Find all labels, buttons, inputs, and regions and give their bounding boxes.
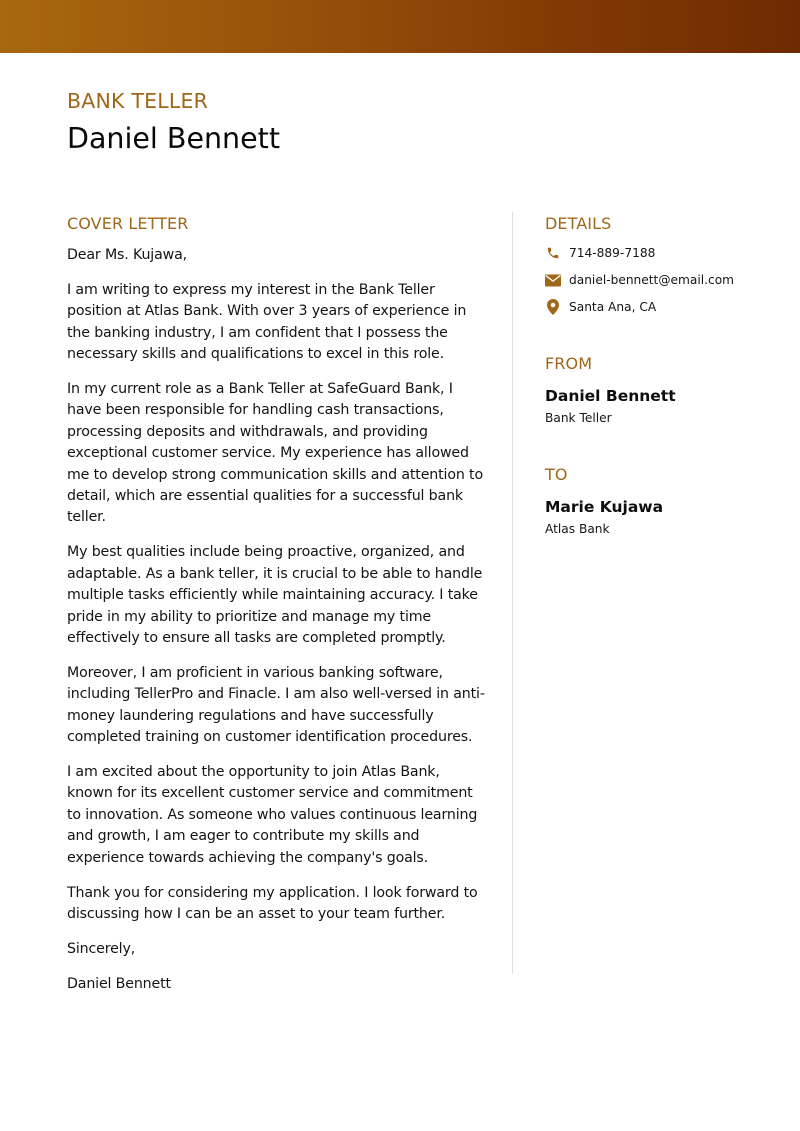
cover-letter-heading: COVER LETTER	[67, 214, 189, 233]
page-header	[67, 88, 280, 158]
from-heading: FROM	[545, 354, 593, 373]
envelope-icon	[545, 272, 561, 288]
email-address: daniel-bennett@email.com	[569, 273, 735, 287]
from-title: Bank Teller	[545, 411, 612, 425]
letter-body	[67, 245, 487, 995]
from-name: Daniel Bennett	[545, 387, 676, 405]
map-pin-icon	[545, 299, 561, 315]
applicant-name: Daniel Bennett	[67, 122, 280, 155]
to-heading: TO	[545, 465, 568, 484]
phone-icon	[545, 245, 561, 261]
column-divider	[512, 212, 513, 974]
detail-phone	[545, 244, 775, 262]
letter-paragraph: My best qualities include being proactive, organized, and adaptable. As a bank teller, it is crucial to be able to handle multiple tasks efficiently while maintaining accuracy. I take pride in my ability to prioritize and manage my time effectively to ensure all tasks are completed promptly.	[67, 544, 483, 646]
detail-email	[545, 271, 775, 289]
job-title: BANK TELLER	[67, 89, 209, 113]
cover-letter-section	[67, 213, 487, 995]
letter-paragraph: Moreover, I am proficient in various banking software, including TellerPro and Finacle. I am also well-versed in anti-money laundering regulations and have successfully completed training on customer identification procedures.	[67, 664, 485, 746]
details-heading: DETAILS	[545, 214, 612, 233]
location: Santa Ana, CA	[569, 300, 657, 314]
to-name: Marie Kujawa	[545, 498, 664, 516]
letter-closing: Sincerely,	[67, 940, 136, 957]
detail-location	[545, 298, 775, 316]
letter-greeting: Dear Ms. Kujawa,	[67, 247, 187, 263]
to-company: Atlas Bank	[545, 522, 610, 536]
letter-paragraph: I am excited about the opportunity to join Atlas Bank, known for its excellent customer service and commitment to innovation. As someone who values continuous learning and growth, I am eager to contribute my skills and experience towards achieving the company's goals.	[67, 764, 478, 866]
letter-paragraph: I am writing to express my interest in the Bank Teller position at Atlas Bank. With over 3 years of experience in the banking industry, I am confident that I possess the necessary skills and qualifications to excel in this role.	[67, 281, 467, 363]
letter-paragraph: Thank you for considering my application. I look forward to discussing how I can be an asset to your team further.	[67, 884, 478, 922]
sidebar	[545, 213, 775, 538]
phone-number: 714-889-7188	[569, 246, 656, 260]
header-banner	[0, 0, 800, 53]
letter-paragraph: In my current role as a Bank Teller at SafeGuard Bank, I have been responsible for handling cash transactions, processing deposits and withdrawals, and providing exceptional customer service. My experience has allowed me to develop strong communication skills and attention to detail, which are essential qualities for a successful bank teller.	[67, 381, 484, 526]
letter-signature: Daniel Bennett	[67, 975, 171, 992]
